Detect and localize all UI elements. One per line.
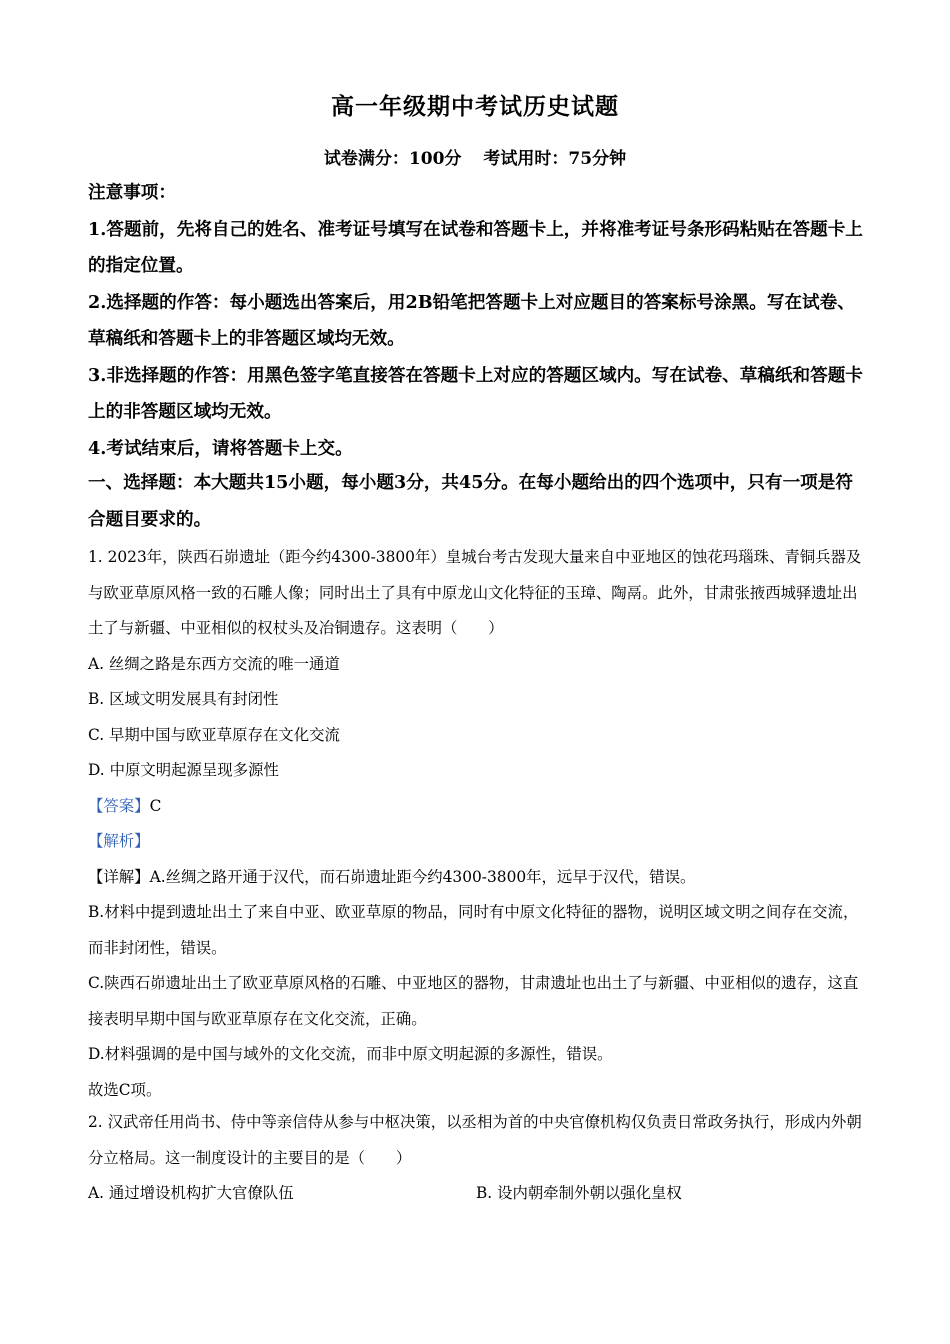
exam-info (0, 144, 950, 169)
section-heading: 一、选择题：本大题共15小题，每小题3分，共45分。在每小题给出的四个选项中，只有一项是符合题目要求的。 (88, 472, 853, 530)
option-c: C. 早期中国与欧亚草原存在文化交流 (88, 725, 340, 744)
notice-item: 1.答题前，先将自己的姓名、准考证号填写在试卷和答题卡上，并将准考证号条形码粘贴在答题卡上的指定位置。 (88, 218, 863, 276)
exam-duration: 考试用时：75分钟 (483, 149, 627, 169)
answer-label: 【答案】 (88, 796, 150, 815)
option-b: B. 区域文明发展具有封闭性 (88, 690, 279, 708)
detail-d: D.材料强调的是中国与域外的文化交流，而非中原文明起源的多源性，错误。 (88, 1045, 613, 1063)
question-stem: 2. 汉武帝任用尚书、侍中等亲信侍从参与中枢决策，以丞相为首的中央官僚机构仅负责日常政务执行，形成内外朝分立格局。这一制度设计的主要目的是（ ） (88, 1113, 862, 1167)
option-b: B. 设内朝牵制外朝以强化皇权 (476, 1184, 682, 1202)
detail-c: C.陕西石峁遗址出土了欧亚草原风格的石雕、中亚地区的器物，甘肃遗址也出土了与新疆、中亚相似的遗存，这直接表明早期中国与欧亚草原存在文化交流，正确。 (88, 974, 859, 1028)
analysis-line (88, 824, 864, 860)
conclusion: 故选C项。 (88, 1080, 162, 1099)
detail-a-text: A.丝绸之路开通于汉代，而石峁遗址距今约4300-3800年，远早于汉代，错误。 (149, 867, 696, 886)
detail-label: 【详解】 (88, 867, 150, 886)
option-d: D. 中原文明起源呈现多源性 (88, 761, 279, 779)
notice-item: 2.选择题的作答：每小题选出答案后，用2B铅笔把答题卡上对应题目的答案标号涂黑。写在试卷、草稿纸和答题卡上的非答题区域均无效。 (88, 291, 855, 349)
answer-line (88, 789, 864, 825)
analysis-label: 【解析】 (88, 832, 150, 850)
options-row (88, 1176, 864, 1212)
option-a: A. 通过增设机构扩大官僚队伍 (88, 1184, 294, 1202)
detail-b: B.材料中提到遗址出土了来自中亚、欧亚草原的物品，同时有中原文化特征的器物，说明区域文明之间存在交流，而非封闭性，错误。 (88, 903, 859, 957)
detail-a (88, 860, 864, 896)
page-title: 高一年级期中考试历史试题 (331, 93, 619, 120)
question-stem: 1. 2023年，陕西石峁遗址（距今约4300-3800年）皇城台考古发现大量来自中亚地区的蚀花玛瑙珠、青铜兵器及与欧亚草原风格一致的石雕人像；同时出土了具有中原龙山文化特征的玉璋、陶鬲。此外，甘肃张掖西城驿遗址出土了与新疆、中亚相似的权杖头及冶铜遗存。这表明（ ） (88, 548, 862, 637)
question-2 (88, 1105, 864, 1212)
full-score: 试卷满分：100分 (323, 149, 462, 169)
question-1 (88, 540, 864, 1108)
notice-item: 4.考试结束后，请将答题卡上交。 (88, 437, 353, 459)
notice-heading: 注意事项： (88, 182, 176, 203)
notice-item: 3.非选择题的作答：用黑色签字笔直接答在答题卡上对应的答题区域内。写在试卷、草稿纸和答题卡上的非答题区域均无效。 (88, 364, 863, 422)
option-a: A. 丝绸之路是东西方交流的唯一通道 (88, 654, 340, 673)
notice-block (88, 175, 864, 467)
answer-value: C (149, 796, 162, 815)
